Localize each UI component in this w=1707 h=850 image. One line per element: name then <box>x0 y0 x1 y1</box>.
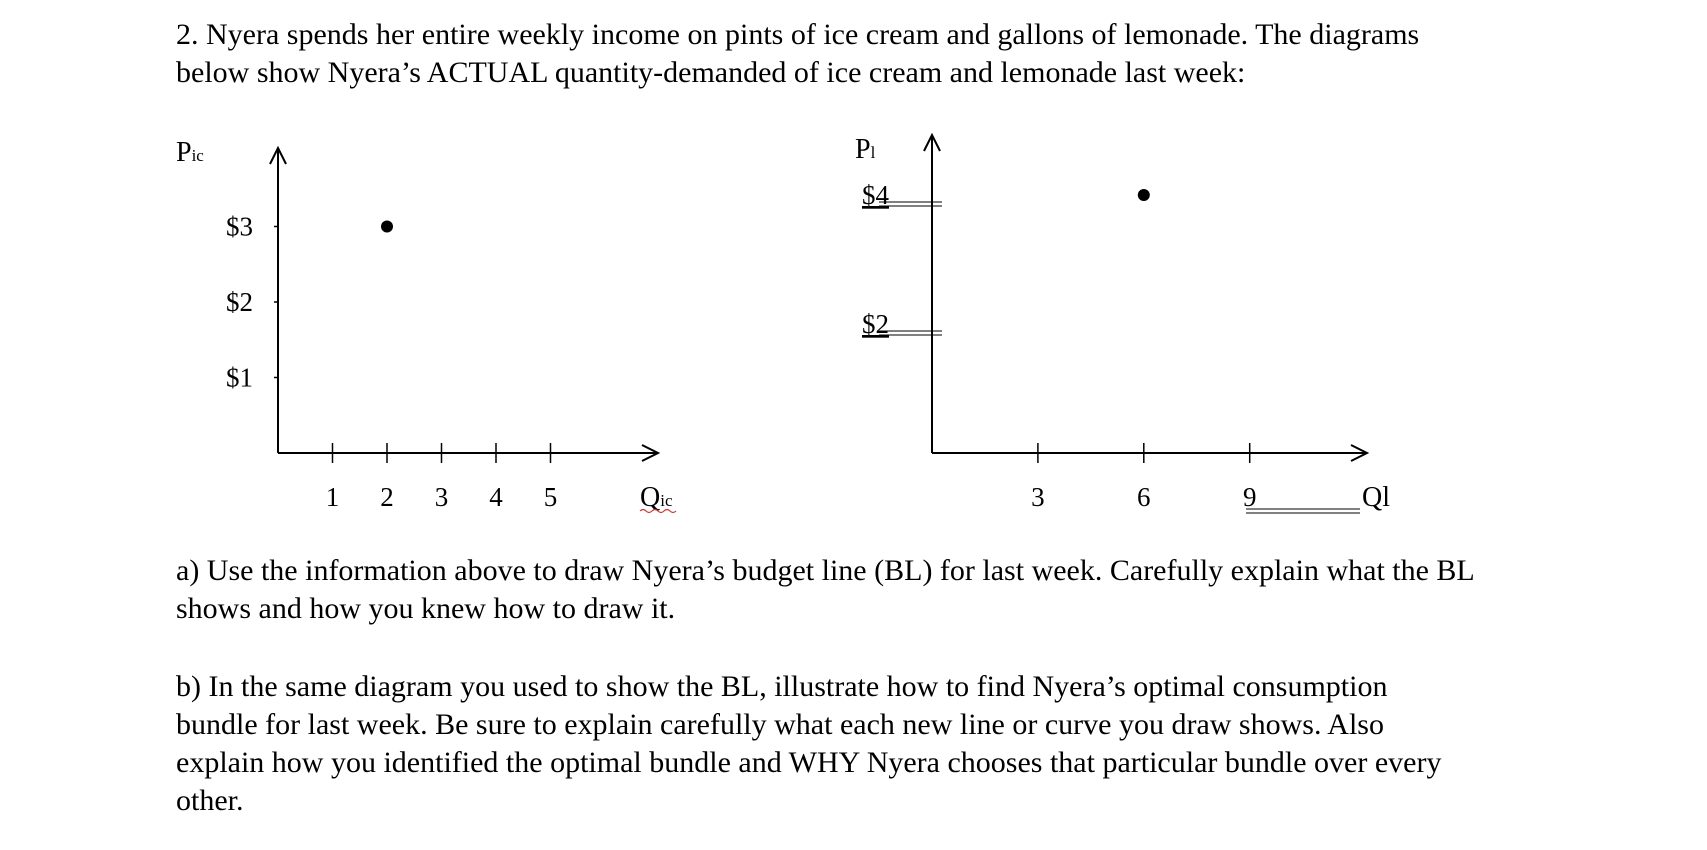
ice-cream-x-tick-label: 3 <box>434 482 449 512</box>
lemonade-diagram <box>855 134 1390 513</box>
ice-cream-y-tick-label: $1 <box>226 362 253 393</box>
lemonade-x-tick-label: 9 <box>1242 482 1257 512</box>
problem-intro: 2. Nyera spends her entire weekly income on pints of ice cream and gallons of lemonade. The diagrams below show Nyera’s ACTUAL quantity-demanded of ice cream and lemonade last week: <box>176 18 1420 89</box>
lemonade-x-tick-label: 3 <box>1031 482 1045 512</box>
ice-cream-x-tick-label: 1 <box>325 482 340 512</box>
ice-cream-x-tick-label: 5 <box>543 482 558 512</box>
ice-cream-x-tick-label: 4 <box>489 482 503 512</box>
lemonade-x-tick-label: 6 <box>1137 482 1151 512</box>
lemonade-x-axis-label: Ql <box>1362 482 1390 513</box>
ice-cream-quantity-demanded-point <box>381 221 393 233</box>
ice-cream-y-tick-label: $3 <box>226 211 253 242</box>
lemonade-y-tick-label: $4 <box>862 180 889 210</box>
lemonade-y-axis-label: Pl <box>855 134 876 165</box>
lemonade-y-tick-label: $2 <box>862 309 889 339</box>
ice-cream-diagram <box>176 137 676 513</box>
ice-cream-x-tick-label: 2 <box>380 482 394 512</box>
ice-cream-y-tick-label: $2 <box>226 287 253 317</box>
ice-cream-x-axis-label: Qic <box>640 482 673 513</box>
question-part-a: a) Use the information above to draw Nyera’s budget line (BL) for last week. Carefully explain what the BL shows and how you knew how to draw it. <box>176 554 1474 625</box>
ice-cream-y-axis-label: Pic <box>176 137 204 168</box>
question-part-b: b) In the same diagram you used to show the BL, illustrate how to find Nyera’s optimal consumption bundle for last week. Be sure to explain carefully what each new line or curve you draw shows. Also explain how you identified the optimal bundle and WHY Nyera chooses that particular bundle over every other. <box>176 670 1442 817</box>
lemonade-quantity-demanded-point <box>1138 189 1150 201</box>
